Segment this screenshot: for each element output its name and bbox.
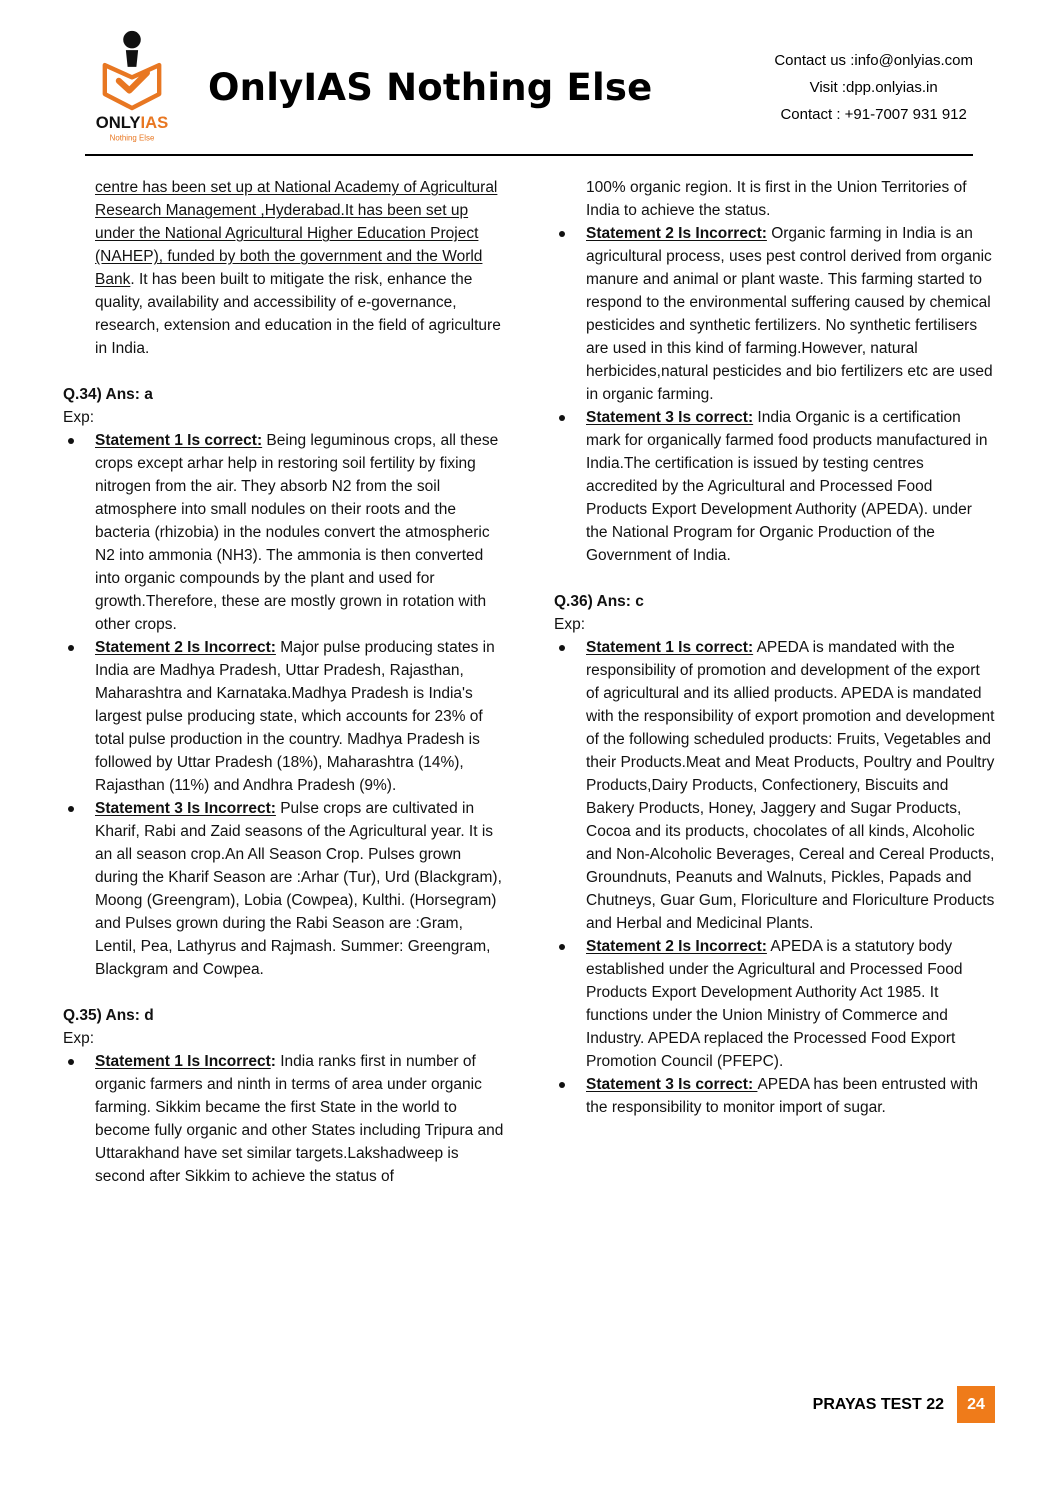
left-column bbox=[63, 176, 504, 1188]
bullet-item bbox=[63, 1050, 504, 1188]
paragraph bbox=[554, 176, 995, 222]
text-run: Major pulse producing states in India are Madhya Pradesh, Uttar Pradesh, Rajasthan, Maharashtra and Karnataka.Madhya Pradesh is India's largest pulse producing state, which accounts for 23% of total pulse production in the country. Madhya Pradesh is followed by Uttar Pradesh (18%), Maharashtra (14%), Rajasthan (11%) and Andhra Pradesh (9%). bbox=[95, 639, 495, 794]
statement-lead: Statement 3 Is Incorrect: bbox=[95, 800, 276, 817]
bullet-marker bbox=[68, 1059, 74, 1065]
text-run: . It has been built to mitigate the risk, enhance the quality, availability and accessibility of e-governance, research, extension and education in the field of agriculture in India. bbox=[95, 271, 501, 357]
statement-lead: Q.36) Ans: c bbox=[554, 593, 644, 610]
bullet-text bbox=[586, 406, 995, 567]
bullet-text bbox=[95, 797, 504, 981]
content-columns bbox=[0, 156, 1058, 1188]
text-run: Exp: bbox=[63, 409, 95, 426]
bullet-marker bbox=[68, 438, 74, 444]
test-label: PRAYAS TEST 22 bbox=[812, 1395, 944, 1413]
statement-lead: Statement 1 Is Incorrect bbox=[95, 1053, 271, 1070]
page-header bbox=[0, 0, 1058, 148]
text-run: APEDA has been entrusted with the responsibility to monitor import of sugar. bbox=[586, 1076, 979, 1116]
statement-lead: Statement 2 Is Incorrect: bbox=[586, 938, 767, 955]
question-answer-heading bbox=[554, 590, 995, 613]
bullet-marker bbox=[68, 645, 74, 651]
bullet-marker bbox=[559, 231, 565, 237]
bullet-item bbox=[63, 636, 504, 797]
text-run: APEDA is mandated with the responsibility of promotion and development of the export of agricultural and its allied products. APEDA is mandated with the responsibility of export promotion and development of the following scheduled products: Fruits, Vegetables and their Products.Meat and Meat Products, Poultry and Poultry Products,Dairy Products, Confectionery, Biscuits and Bakery Products, Honey, Jaggery and Sugar Products, Cocoa and its products, chocolates of all kinds, Alcoholic and Non-Alcoholic Beverages, Cereal and Cereal Products, Groundnuts, Peanuts and Walnuts, Pickles, Papads and Chutneys, Guar Gum, Floriculture and Floriculture Products and Herbal and Medicinal Plants. bbox=[586, 639, 995, 932]
contact-website-line: Visit :dpp.onlyias.in bbox=[809, 78, 938, 96]
text-run: Exp: bbox=[554, 616, 586, 633]
text-run: 100% organic region. It is first in the Union Territories of India to achieve the status. bbox=[586, 179, 967, 219]
right-column bbox=[554, 176, 995, 1188]
text-run: India ranks first in number of organic farmers and ninth in terms of area under organic farming. Sikkim became the first State in the world to become fully organic and other States including Tripura and Uttarakhand have set similar targets.Lakshadweep is second after Sikkim to achieve the status of bbox=[95, 1053, 504, 1185]
bullet-item bbox=[554, 935, 995, 1073]
bullet-marker bbox=[559, 1082, 565, 1088]
question-answer-heading bbox=[63, 1004, 504, 1027]
bullet-marker bbox=[68, 806, 74, 812]
bullet-text bbox=[586, 1073, 995, 1119]
contact-email-line: Contact us :info@onlyias.com bbox=[774, 51, 973, 69]
contact-phone-line: Contact : +91-7007 931 912 bbox=[780, 105, 967, 123]
page-footer bbox=[813, 1386, 995, 1423]
contact-info bbox=[774, 47, 973, 128]
statement-lead: Statement 2 Is Incorrect: bbox=[95, 639, 276, 656]
person-body-icon bbox=[126, 50, 138, 67]
onlyias-logo bbox=[88, 30, 176, 144]
statement-lead: Statement 1 Is correct: bbox=[586, 639, 754, 656]
text-run: Pulse crops are cultivated in Kharif, Rabi and Zaid seasons of the Agricultural year. It is an all season crop.An All Season Crop. Pulses grown during the Kharif Season are :Arhar (Tur), Urd (Blackgram), Moong (Greengram), Lobia (Cowpea), Kulthi. (Horsegram) and Pulses grown during the Rabi Season are :Gram, Lentil, Pea, Lathyrus and Rajmash. Summer: Greengram, Blackgram and Cowpea. bbox=[95, 800, 502, 978]
text-run: India Organic is a certification mark for organically farmed food products manufactured in India.The certification is issued by testing centres accredited by the Agricultural and Processed Food Products Export Development Authority (APEDA). under the National Program for Organic Production of the Government of India. bbox=[586, 409, 988, 564]
statement-lead: Statement 2 Is Incorrect: bbox=[586, 225, 767, 242]
bullet-item bbox=[63, 429, 504, 636]
question-answer-heading bbox=[63, 383, 504, 406]
text-run: Organic farming in India is an agricultural process, uses pest control derived from organic manure and animal or plant waste. This farming started to respond to the environmental suffering caused by chemical pesticides and synthetic fertilizers. No synthetic fertilisers are used in this kind of farming.However, natural herbicides,natural pesticides and bio fertilizers etc are used in organic farming. bbox=[586, 225, 993, 403]
bullet-text bbox=[95, 636, 504, 797]
person-head-icon bbox=[123, 31, 141, 49]
bullet-text bbox=[95, 429, 504, 636]
explanation-label bbox=[63, 1027, 504, 1050]
explanation-label bbox=[63, 406, 504, 429]
bullet-text bbox=[586, 935, 995, 1073]
statement-lead: Statement 1 Is correct: bbox=[95, 432, 263, 449]
text-run: Exp: bbox=[63, 1030, 95, 1047]
statement-lead: : bbox=[270, 1053, 281, 1070]
brand-title: OnlyIAS Nothing Else bbox=[208, 65, 653, 109]
bullet-marker bbox=[559, 944, 565, 950]
logo-tagline: Nothing Else bbox=[109, 133, 155, 143]
statement-lead: centre has been set up at National Academy of Agricultural Research Management ,Hyderabad.It has been set up under the National Agricultural Higher Education Project (NAHEP), funded by both the government and the World Bank bbox=[95, 179, 498, 288]
bullet-item bbox=[554, 406, 995, 567]
statement-lead: Statement 3 Is correct: bbox=[586, 409, 754, 426]
bullet-text bbox=[586, 222, 995, 406]
explanation-label bbox=[554, 613, 995, 636]
bullet-text bbox=[586, 636, 995, 935]
bullet-item bbox=[554, 636, 995, 935]
bullet-item bbox=[63, 797, 504, 981]
bullet-marker bbox=[559, 415, 565, 421]
statement-lead: Q.35) Ans: d bbox=[63, 1007, 154, 1024]
bullet-item bbox=[554, 222, 995, 406]
page-number-badge: 24 bbox=[957, 1386, 995, 1423]
paragraph bbox=[63, 176, 504, 360]
text-run: APEDA is a statutory body established under the Agricultural and Processed Food Products Export Development Authority Act 1985. It functions under the Union Ministry of Commerce and Industry. APEDA replaced the Processed Food Export Promotion Council (PFEPC). bbox=[586, 938, 963, 1070]
bullet-marker bbox=[559, 645, 565, 651]
bullet-text bbox=[95, 1050, 504, 1188]
statement-lead: Q.34) Ans: a bbox=[63, 386, 153, 403]
text-run: Being leguminous crops, all these crops except arhar help in restoring soil fertility by fixing nitrogen from the air. They absorb N2 from the soil atmosphere into small nodules on their roots and the bacteria (rhizobia) in the nodules convert the atmospheric N2 into ammonia (NH3). The ammonia is then converted into organic compounds by the plant and used for growth.Therefore, these are mostly grown in rotation with other crops. bbox=[95, 432, 499, 633]
logo-wordmark: ONLYIAS bbox=[95, 113, 169, 133]
bullet-item bbox=[554, 1073, 995, 1119]
statement-lead: Statement 3 Is correct: bbox=[586, 1076, 758, 1093]
